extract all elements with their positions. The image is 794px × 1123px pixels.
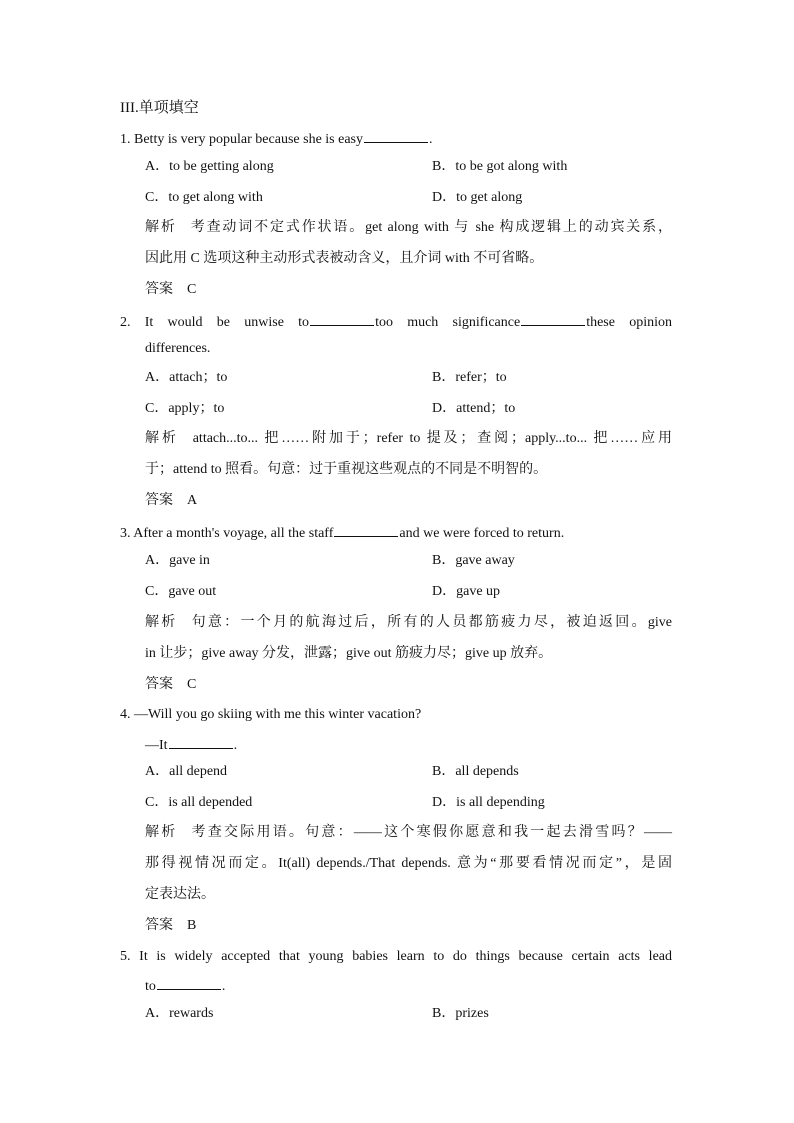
question-4: 4. —Will you go skiing with me this winter vacation? [120, 707, 422, 722]
answer-value: B [187, 918, 197, 933]
answer-line [145, 916, 672, 936]
answer-line [145, 491, 672, 511]
answer-value: A [187, 493, 198, 508]
answer-value: C [187, 677, 197, 692]
question-2-continued: differences. [145, 341, 211, 356]
option-b: B．to be got along with [432, 159, 568, 174]
option-a: A．attach；to [145, 370, 228, 385]
option-c: C．apply；to [145, 401, 225, 416]
explanation-line: 于；attend to 照看。句意：过于重视这些观点的不同是不明智的。 [145, 462, 548, 477]
answer-blank [364, 128, 428, 143]
option-b: B．gave away [432, 553, 515, 568]
option-a: A．rewards [145, 1006, 214, 1021]
explanation-line: 解析 考查动词不定式作状语。get along with 与 she 构成逻辑上的动宾关系， [145, 220, 673, 235]
explanation-line: 那得视情况而定。It(all) depends./That depends. 意为“那要看情况而定”，是固 [145, 856, 672, 871]
option-a: A．gave in [145, 553, 210, 568]
answer-blank [169, 734, 233, 749]
explanation-line: in 让步；give away 分发，泄露；give out 筋疲力尽；give up 放弃。 [145, 646, 553, 661]
option-d: D．is all depending [432, 795, 545, 810]
option-d: D．gave up [432, 584, 501, 599]
question-5-continued: to . [145, 975, 672, 997]
option-a: A．to be getting along [145, 159, 274, 174]
answer-label: 答案 [145, 493, 173, 508]
question-1: 1. Betty is very popular because she is easy . [120, 128, 672, 150]
option-d: D．to get along [432, 190, 523, 205]
explanation-label: 解析 [145, 825, 178, 840]
explanation-line: 解析 句意：一个月的航海过后，所有的人员都筋疲力尽，被迫返回。give [145, 615, 672, 630]
explanation-label: 解析 [145, 220, 177, 235]
question-4-continued: —It . [145, 734, 672, 756]
option-c: C．is all depended [145, 795, 253, 810]
option-d: D．attend；to [432, 401, 516, 416]
question-3: 3. After a month's voyage, all the staff and we were forced to return. [120, 522, 672, 544]
answer-line [145, 280, 672, 300]
option-b: B．prizes [432, 1006, 489, 1021]
explanation-line: 解析 考查交际用语。句意：——这个寒假你愿意和我一起去滑雪吗？—— [145, 825, 673, 840]
explanation-line: 定表达法。 [145, 887, 215, 902]
answer-line [145, 675, 672, 695]
explanation-label: 解析 [145, 615, 178, 630]
answer-blank [334, 522, 398, 537]
answer-label: 答案 [145, 282, 173, 297]
question-5: 5. It is widely accepted that young babies learn to do things because certain acts lead [120, 949, 672, 964]
explanation-line: 因此用 C 选项这种主动形式表被动含义，且介词 with 不可省略。 [145, 251, 544, 266]
option-a: A．all depend [145, 764, 228, 779]
question-2: 2. It would be unwise to too much significance these opinion [120, 311, 672, 333]
explanation-line: 解析 attach...to... 把……附加于；refer to 提及；查阅；apply...to... 把……应用 [145, 431, 672, 446]
option-b: B．refer；to [432, 370, 507, 385]
section-title: III.单项填空 [120, 100, 199, 116]
answer-blank [157, 975, 221, 990]
answer-blank [310, 311, 374, 326]
answer-label: 答案 [145, 677, 173, 692]
answer-blank [521, 311, 585, 326]
option-c: C．to get along with [145, 190, 263, 205]
option-b: B．all depends [432, 764, 519, 779]
explanation-label: 解析 [145, 431, 179, 446]
answer-label: 答案 [145, 918, 173, 933]
option-c: C．gave out [145, 584, 217, 599]
answer-value: C [187, 282, 197, 297]
